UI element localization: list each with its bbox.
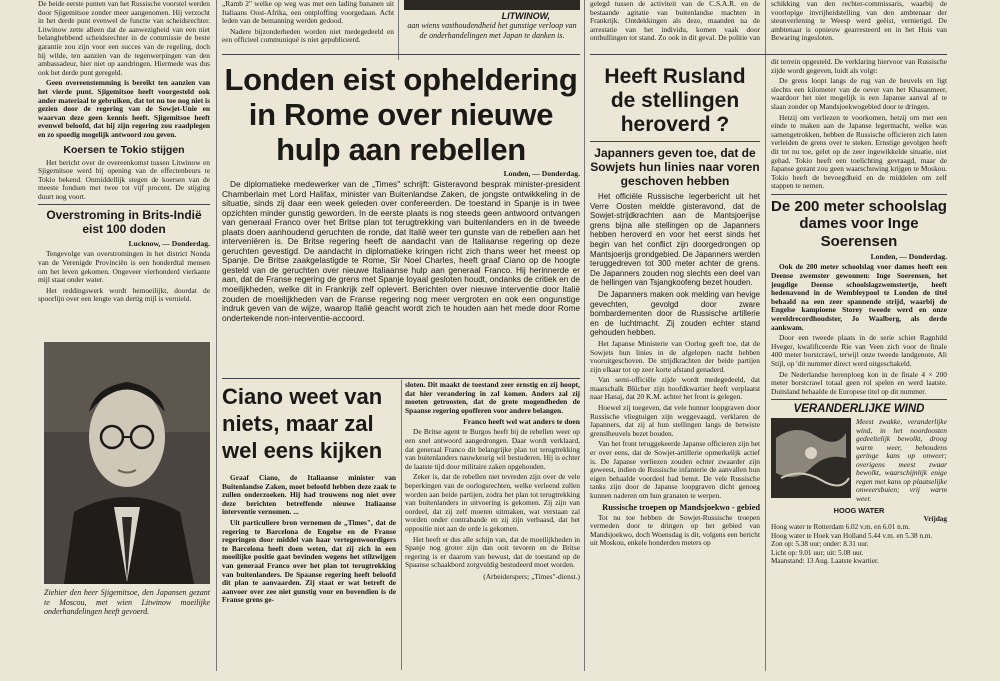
article-text-bold: Geen overeenstemming is bereikt ten aanzien van het vierde punt. Sjigemitsoe heeft voorgesteld ook ander materiaal te gebruiken, dat tot nu toe nog niet is gezien door de regering van de Sowjet-Unie en waarvan deze geen kennis heeft. Sjigemitsoe heeft evenwel beloofd, dat hij zijn regering zou raadplegen en zo spoedig mogelijk antwoord zou geven. <box>38 78 210 139</box>
article-text: Door een tweede plaats in de serie schiet Ragnhild Hveger, kwalificeerde Rie van Veen zich voor de finale 400 meter borstcrawl, terwijl onze tweede landgenote, Ali Stijl, op 'dit nummer direct werd uitgeschakeld. <box>771 333 947 368</box>
tide-line: Hoog water te Rotterdam 6.02 v.m. en 6.01 n.m. <box>771 523 910 532</box>
weather-text: Meest zwakke, veranderlijke wind, in het noordoosten gedeeltelijk bewolkt, droog warm weer, behoudens geringe kans op onweer; overigens meest zwaar bewolkt, waarschijnlijk enige regen met kans op plaatselijke onweersbuien; vrij warm weer. <box>856 417 947 503</box>
article-text: dit terrein opgesteld. De verklaring hiervoor van Russische zijde wordt gegeven, luidt als volgt: <box>771 58 947 75</box>
weather-map-icon <box>771 418 851 498</box>
article-text: gelegd tussen de activiteit van de C.S.A.R. en de bestaande agitatie van buitenlandse machten in Frankrijk. Ontdekkingen als deze, maanden na de arrestatie van het individu, komen vaak door ontbullingen tot stand. Zo ook in dit geval. De politie van <box>590 0 760 43</box>
divider <box>590 141 760 142</box>
article-text: „Ramb 2" welke op weg was met een lading bananen uit Italiaans Oost-Afrika, een ontploffing voorgedaan. Acht leden van de bemanning werden gedood. <box>222 0 394 26</box>
main-article <box>222 60 580 325</box>
column-rule <box>584 0 585 671</box>
divider <box>38 204 210 205</box>
column-rule <box>398 0 399 60</box>
divider <box>590 54 947 55</box>
article-lead: De Japanners maken ook melding van hevige gevechten, gevolgd door zware bombardementen door de Russische artillerie en de luchtmacht. Zij zouden echter stand gehouden hebben. <box>590 289 760 338</box>
photo-caption-block <box>44 588 210 617</box>
photo-bottom-edge <box>404 0 580 10</box>
article-text: De Nederlandse herenploeg kon in de finale 4 × 200 meter borstcrawl totaal geen rol spelen en werd laatste. Duitsland behaalde de Europese titel op dit nummer. <box>771 369 947 396</box>
headline-rusland: Heeft Rusland de stellingen heroverd ? <box>604 65 746 136</box>
headline-schoolslag: De 200 meter schoolslag dames voor Inge Soerensen <box>771 197 947 250</box>
column-rule <box>765 0 766 671</box>
article-text: Hetzij om verliezen te voorkomen, hetzij om met een einde te maken aan de Japanse legermacht, welke was samengetrokken, hebben de Russische officieren zich laten verleiden de grens over te steken. Ernstige gevolgen heeft dit tot nu toe, gelet op de zeer ingewikkelde situatie, niet gehad. Tokio heeft een toelichting gevraagd, maar de Japanse gezant zou geen waarschuwing krijgen te Moskou. Tokio heeft de bevoegdheid en de middelen om zelf stappen te nemen. <box>771 112 947 191</box>
headline-ciano: Ciano weet van niets, maar zal wel eens kijken <box>222 384 383 463</box>
weather-box <box>771 418 947 503</box>
tide-line: Hoog water te Hoek van Holland 5.44 v.m. en 5.38 n.m. <box>771 531 933 540</box>
divider <box>222 54 580 55</box>
article-text: De beide eerste punten van het Russische voorstel werden door Sjigemitsoe zonder meer aangenomen. Hij verzocht in het derde punt evenwel de functie van scheidsrechter. Litwinow zette alleen dat de aanwezigheid van een niet belanghebbend scheidsrechter in de commissie de beste garantie zou zijn voor een succes van de regeling, doch hij wilde, ten aanzien van de tegenwerpingen van den ambassadeur, hier niet op aandringen. Hiermede was dus ook het derde punt geregeld. <box>38 0 210 77</box>
subhead-rusland: Japanners geven toe, dat de Sowjets hun linies naar voren geschoven hebben <box>590 146 760 188</box>
tide-line: Zon op: 5.38 uur; onder: 8.31 uur. <box>771 540 869 549</box>
tide-line: Maanstand: 13 Aug. Laatste kwartier. <box>771 556 879 565</box>
article-text: Van semi-officiële zijde wordt medegedeeld, dat maarschalk Blücher zijn hoofdkwartier heeft verplaatst naar Hanaj, dat 20 K.M. achter het front is gelegen. <box>590 375 760 402</box>
main-headline: Londen eist opheldering in Rome over nieuwe hulp aan rebellen <box>224 62 578 167</box>
tide-day: Vrijdag <box>923 515 947 524</box>
article-text-bold: sloten. Dit maakt de toestand zeer ernstig en zij hoopt, dat hier verandering in zal komen. Anders zal zij moeten getroosten, dat de grote mogendheden de Spaanse regering opofferen voor andere belangen. <box>405 381 580 415</box>
column-5 <box>771 58 947 681</box>
subhead-russische-troepen: Russische troepen op Mandsjoekwo - gebied <box>602 502 760 512</box>
divider <box>771 194 947 195</box>
headline-koersen: Koersen te Tokio stijgen <box>63 143 185 156</box>
subhead-franco: Franco heeft wel wat anders te doen <box>463 417 580 427</box>
col4-top <box>590 0 760 52</box>
article-text: Tengevolge van overstromingen in het district Nonda van de Verenigde Provinciën is een honderdtal mensen om het leven gekomen. Ongeveer vierhonderd vierkante mijl staat onder water. <box>38 249 210 285</box>
litwinow-label: LITWINOW, <box>501 11 550 21</box>
litwinow-caption-block <box>404 0 580 58</box>
headline-overstroming: Overstroming in Brits-Indië eist 100 doden <box>46 208 202 236</box>
dateline: Londen, — Donderdag. <box>503 169 580 178</box>
column-rule <box>216 0 217 671</box>
ciano-continued <box>405 381 580 681</box>
article-text: Het Japanse Ministerie van Oorlog geeft toe, dat de Sowjets hun linies in de afgelopen nacht hebben vooruitgeschoven. De strijdkrachten der beide partijen zijn elkaar tot op zeer korte afstand genaderd. <box>590 338 760 374</box>
dateline: Lucknow, — Donderdag. <box>128 239 210 249</box>
portrait-photo <box>44 342 210 584</box>
divider <box>771 399 947 400</box>
tide-title: HOOG WATER <box>833 506 885 516</box>
portrait-image <box>44 342 210 584</box>
main-lead: De diplomatieke medewerker van de „Times" schrijft: Gisteravond besprak minister-president Chamberlain met Lord Halifax, minister van Buitenlandse Zaken, de jongste ontwikkeling in de situatie, sinds zij daar een week geleden over confereerden. De toestand in Spanje is in twee opzichten minder gunstig geworden. In de eerste plaats is nog steeds geen antwoord ontvangen van generaal Franco over het Britse plan tot terugtrekking van buitenlanders en in de tweede plaats doen aanhoudend geruchten de ronde, dat Italië weer ten gunste van de rebellen aan het interveniëren is. De Britse regering heeft de aandacht van de Italiaanse regering op deze geruchten gevestigd. De aandacht in diplomatieke kringen richt zich thans weer het meest op Spanje. De Britse zaakgelastigde te Rome, Sir Noel Charles, heeft graaf Ciano op de hoogte gesteld van de geruchten over nieuwe Italiaanse hulp aan generaal Franco. Hij herinnerde er aan, dat de Franse regering de grens met Spanje loyaal gesloten houdt, ondanks de critiek en de moeilijkheden, welke dit in Frankrijk zelf oplevert. Berichten over nieuwe interventie door Italië zouden de moeilijkheden van de Franse regering nog meer vergroten en ook een ongunstige indruk geven van de wijze, waarop Italië geacht wordt zich te houden aan het mede door Rome ondertekende non-interventie-accoord. <box>222 179 580 323</box>
col2-top <box>222 0 394 60</box>
col5-top <box>771 0 947 52</box>
photo-caption: Ziehier den heer Sjigemitsoe, den Japansen gezant te Moscou, met wien Litwinow moeilijke onderhandelingen heeft gevoerd. <box>44 588 210 616</box>
article-lead: Het officiële Russische legerbericht uit het Verre Oosten meldde gisteravond, dat de Sowjet-strijdkrachten aan de Mantsjoerijse grens bijna alle stellingen op de Japanners hebben heroverd en voor het eerst sinds het begin van het conflict zijn doorgedrongen op Mantsjoerijs grondgebied. De Japanners werden teruggedreven tot 300 meter achter de grens. De Japanners zouden nog slechts een deel van de hellingen van Tsjangkoofeng bezet houden. <box>590 192 760 288</box>
weather-title: VERANDERLIJKE WIND <box>793 403 925 416</box>
article-text: De grens loopt langs de rug van de heuvels en ligt slechts een kilometer van de oever van het Khasanmeer, waardoor het niet mogelijk is een Japanse aanval af te slaan zonder op Mandsjoekwogebied door te dringen. <box>771 76 947 111</box>
article-text-bold: Uit particuliere bron vernemen de „Times", dat de regering te Barcelona de Engelse en de Franse regeringen door middel van haar vertegenwoordigers te Barcelona heeft doen weten, dat zij zich in een moeilijke positie gaat bevinden wegens het stilzwijgen van generaal Franco over het plan tot terugtrekking van buitenlanders. De Spaanse regering heeft beloofd dit plan te aanvaarden. Zij staat er wat betreft de aanvoer over zee niet gunstig voor en bovendien is de Franse grens ge- <box>222 517 396 605</box>
tide-line: Licht op: 9.01 uur; uit: 5.08 uur. <box>771 548 864 557</box>
article-text-bold: Ook de 200 meter schoolslag voor dames heeft een Deense zwemster gewonnen: Inge Soerensen, het jeugdige Deense schoolslagzwemstertje, heeft hedenavond in de Wembleypool te Londen de titel behaald na een zeer spannende strijd, waarbij de Engelse kampioene Storey tweede werd en onze wereldrecordhoudster, Jo Waalberg, als derde aankwam. <box>771 262 947 332</box>
article-text: Nadere bijzonderheden worden niet medegedeeld en een officieel communiqué is niet gepubliceerd. <box>222 26 394 45</box>
article-text: Zeker is, dat de rebellen niet tevreden zijn over de vele beperkingen van de oorlogsrechten, welke verleend zullen worden aan beide partijen, zodra het plan tot terugtrekking van buitenlanders in uitvoering is gekomen. Zij zijn van oordeel, dat zij zelf moeten uitmaken, wat verstaan zal worden onder contrabande en zij zijn verbaasd, dat het oppositie niet aan de orde is gekomen. <box>405 472 580 533</box>
article-text-bold: Graaf Ciano, de Italiaanse minister van Buitenlandse Zaken, moet beloofd hebben deze zaak te zullen onderzoeken. Hij had trouwens nog niet over deze berichten betreffende nieuwe Italiaanse interventie vernomen. ... <box>222 473 396 517</box>
article-text: Van het front teruggekeerde Japanse officieren zijn het er over eens, dat de Sowjet-artillerie opmerkelijk actief is. De Japanse verliezen zouden echter zwaarder zijn geweest, indien de Russische infanterie de aanvallen hun eigen behaalde voordeel had benut. De vele Russische tanks zijn door de Japanse loopgraven dicht genoeg kunnen naderen om hun granaten te werpen. <box>590 439 760 500</box>
article-text: Het bericht over de overeenkomst tussen Litwinow en Sjigemitsoe werd bij opening van de effectenbeurs te Tokio bekend. Onmiddellijk stegen de koersen van de meeste fondsen met twee tot vijf procent. De stijging duurt nog voort. <box>38 157 210 201</box>
article-text: De Britse agent te Burgos heeft bij de rebellen weer op een snel antwoord aangedrongen. Daar wordt verklaard, dat generaal Franco dit belangrijke plan tot terugtrekking van buitenlanders nauwkeurig wil bestuderen. Hij is echter de laatste tijd door militaire zaken opgehouden. <box>405 427 580 471</box>
ciano-article <box>222 381 396 681</box>
article-text: Tot nu toe hebben de Sowjet-Russische troepen vermeden door te dringen op het gebied van Mandsjoekwo, doch Woensdag is dit, volgens een bericht uit Moskou, enkele honderden meters op <box>590 512 760 548</box>
litwinow-caption: aan wiens vasthoudendheid het gunstige verloop van de onderhandelingen met Japan te danken is. <box>407 21 577 40</box>
rusland-article <box>590 60 760 681</box>
article-text: schikking van den rechter-commissaris, waarbij de voorlopige invrijheidstelling van den ambtenaar der steunverlening te Weesp werd geëist, vernietigd. De ambtenaar is opnieuw gearresteerd en in het Huis van Bewaring ingesloten. <box>771 0 947 43</box>
article-text: Hoewel zij toegeven, dat vele hunner loopgraven door Russische vliegtuigen zijn weggevaagd, verklaren de Japanners, dat zij al hun stellingen langs de betwiste grenslheuvels bezet houden. <box>590 403 760 438</box>
divider <box>222 378 580 379</box>
article-text: Het reddingswerk wordt bemoeilijkt, doordat de spoorlijn over een lengte van dertig mijl is vernield. <box>38 285 210 304</box>
article-text: Het heeft er dus alle schijn van, dat de moeilijkheden in Spanje nog groter zijn dan ooit tevoren en de Britse regering is er daarom van bewust, dat de toestand op de Spaanse schaakbord zorgvuldig bestudeerd moet worden. <box>405 534 580 570</box>
column-rule <box>401 380 402 670</box>
dateline: Londen, — Donderdag. <box>870 252 947 262</box>
credit-line: (Arbeiderspers; „Times"-dienst.) <box>483 571 580 581</box>
